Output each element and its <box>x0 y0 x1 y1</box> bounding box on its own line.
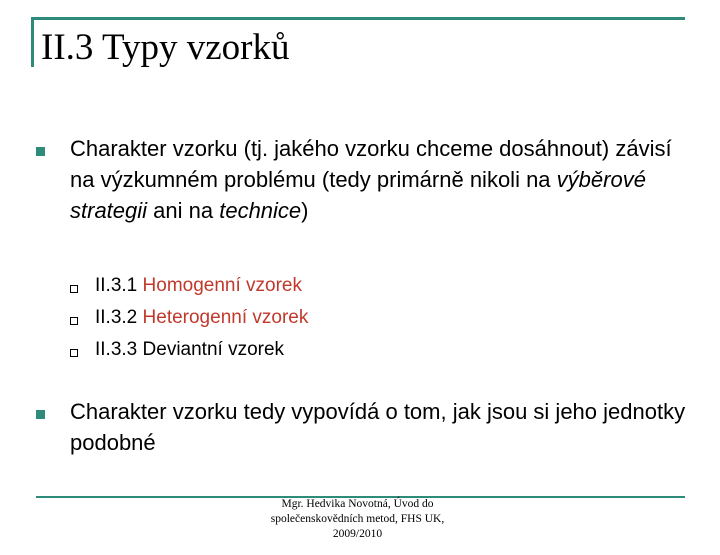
checkbox-bullet-icon <box>70 349 78 357</box>
frame-left-line <box>31 17 34 67</box>
subitem-label: Deviantní vzorek <box>142 339 285 360</box>
bullet-paragraph-2: Charakter vzorku tedy vypovídá o tom, jak jsou si jeho jednotky podobné <box>70 399 686 455</box>
checkbox-bullet-icon <box>70 285 78 293</box>
subitem-number: II.3.3 <box>95 339 143 360</box>
subitem-label: Homogenní vzorek <box>142 275 302 296</box>
bullet1-text-a: Charakter vzorku (tj. jakého vzorku chceme dosáhnout) závisí na výzkumném problému (tedy primárně nikoli na <box>70 136 672 192</box>
bullet-square-icon <box>36 410 45 419</box>
subitem-heterogenni <box>95 306 308 330</box>
bullet-paragraph-1 <box>70 133 690 226</box>
frame-top-line <box>32 17 685 20</box>
subitem-number: II.3.1 <box>95 275 143 296</box>
bullet1-emphasis-technique: technice <box>219 198 302 223</box>
subitem-deviantni <box>95 338 284 362</box>
bullet1-text-b: ani na <box>147 198 220 223</box>
subitem-number: II.3.2 <box>95 307 143 328</box>
subitem-label: Heterogenní vzorek <box>142 307 309 328</box>
bullet-square-icon <box>36 147 45 156</box>
checkbox-bullet-icon <box>70 317 78 325</box>
slide-title: II.3 Typy vzorků <box>41 27 290 68</box>
bullet1-text-c: ) <box>301 198 309 223</box>
footer-credit: Mgr. Hedvika Novotná, Úvod do společenskovědních metod, FHS UK, 2009/2010 <box>270 498 445 540</box>
bullet1-emphasis-strategy: výběrové strategii <box>70 167 646 223</box>
subitem-homogenni <box>95 274 302 298</box>
